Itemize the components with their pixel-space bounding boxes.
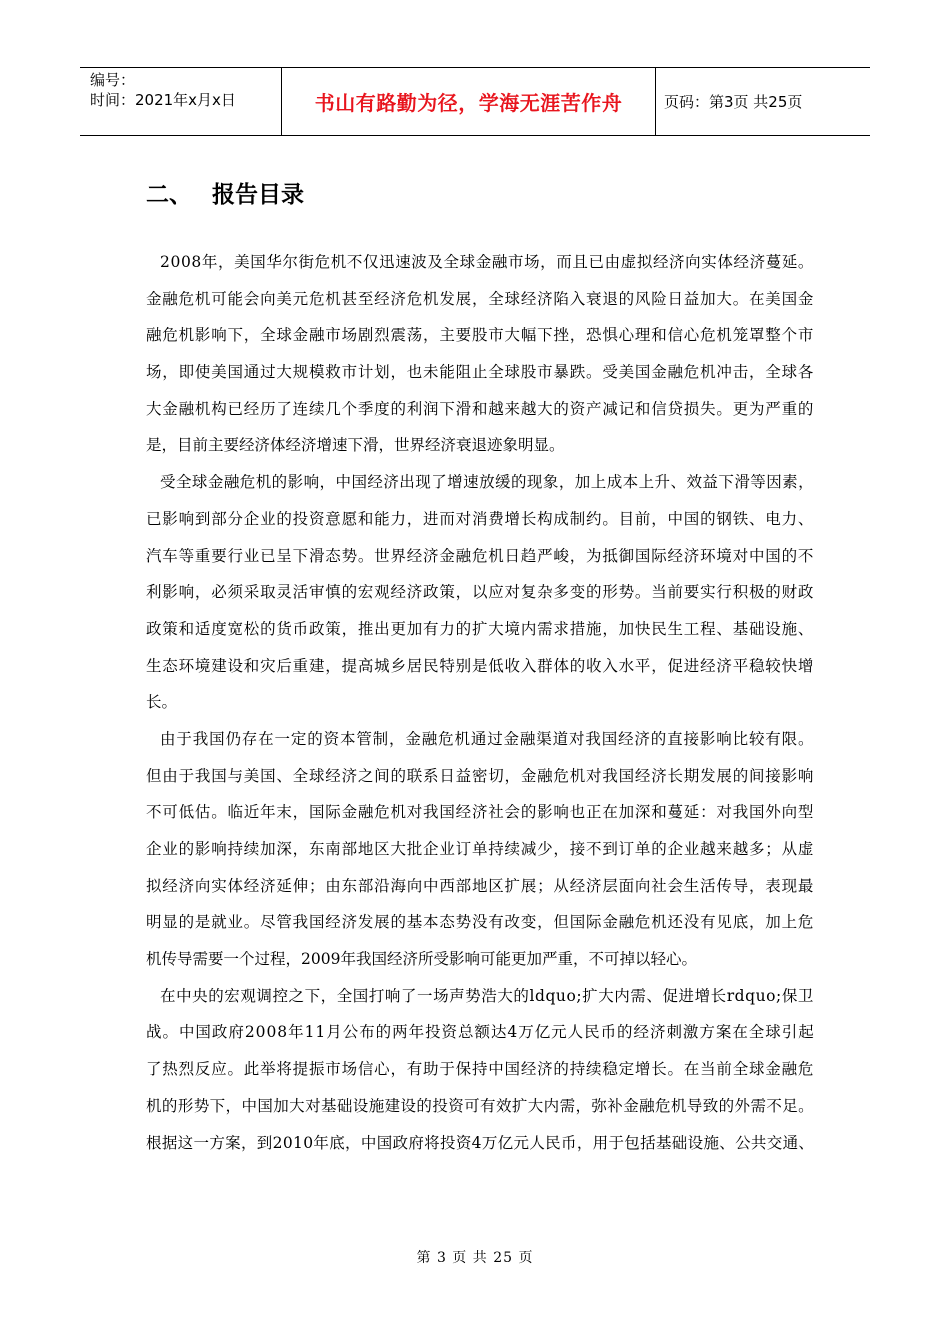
text-line: 了 热 烈 反 应 。 此 举 将 提 振 市 场 信 心 ， 有 助 于 保 持 中 国 经 济 的 持 续 稳 定 增 长 。 在 当 前 全 球 金 融 危 <box>146 1060 814 1079</box>
page-header <box>80 67 870 136</box>
text-line: 已 影 响 到 部 分 企 业 的 投 资 意 愿 和 能 力 ， 进 而 对 消 费 增 长 构 成 制 约 。 目 前 ， 中 国 的 钢 铁 、 电 力 、 <box>146 509 814 528</box>
text-line: 2 0 0 8 年 ， 美 国 华 尔 街 危 机 不 仅 迅 速 波 及 全 球 金 融 市 场 ， 而 且 已 由 虚 拟 经 济 向 实 体 经 济 蔓 延 。 <box>160 253 814 271</box>
text-line: 机传导需要一个过程，2009年我国经济所受影响可能更加严重，不可掉以轻心。 <box>146 950 697 969</box>
text-line: 是，目前主要经济体经济增速下滑，世界经济衰退迹象明显。 <box>146 436 565 455</box>
text-line: 明 显 的 是 就 业 。 尽 管 我 国 经 济 发 展 的 基 本 态 势 没 有 改 变 ， 但 国 际 金 融 危 机 还 没 有 见 底 ， 加 上 危 <box>146 913 814 932</box>
text-line: 生 态 环 境 建 设 和 灾 后 重 建 ， 提 高 城 乡 居 民 特 别 是 低 收 入 群 体 的 收 入 水 平 ， 促 进 经 济 平 稳 较 快 增 <box>146 656 814 675</box>
text-line: 但 由 于 我 国 与 美 国 、 全 球 经 济 之 间 的 联 系 日 益 密 切 ， 金 融 危 机 对 我 国 经 济 长 期 发 展 的 间 接 影 响 <box>146 766 814 785</box>
text-line: 政 策 和 适 度 宽 松 的 货 币 政 策 ， 推 出 更 加 有 力 的 扩 大 境 内 需 求 措 施 ， 加 快 民 生 工 程 、 基 础 设 施 、 <box>146 619 814 638</box>
text-line: 长。 <box>146 693 178 712</box>
text-line: 受 全 球 金 融 危 机 的 影 响 ， 中 国 经 济 出 现 了 增 速 放 缓 的 现 象 ， 加 上 成 本 上 升 、 效 益 下 滑 等 因 素 ， <box>160 473 814 492</box>
text-line: 金 融 危 机 可 能 会 向 美 元 危 机 甚 至 经 济 危 机 发 展 ， 全 球 经 济 陷 入 衰 退 的 风 险 日 益 加 大 。 在 美 国 金 <box>146 289 814 308</box>
text-line: 利 影 响 ， 必 须 采 取 灵 活 审 慎 的 宏 观 经 济 政 策 ， 以 应 对 复 杂 多 变 的 形 势 。 当 前 要 实 行 积 极 的 财 政 <box>146 583 814 602</box>
text-line: 不 可 低 估 。 临 近 年 末 ， 国 际 金 融 危 机 对 我 国 经 济 社 会 的 影 响 也 正 在 加 深 和 蔓 延 ： 对 我 国 外 向 型 <box>146 803 814 822</box>
header-number-label: 编号： <box>90 71 136 89</box>
text-line: 大 金 融 机 构 已 经 历 了 连 续 几 个 季 度 的 利 润 下 滑 和 越 来 越 大 的 资 产 减 记 和 信 贷 损 失 。 更 为 严 重 的 <box>146 399 814 418</box>
text-line: 融 危 机 影 响 下 ， 全 球 金 融 市 场 剧 烈 震 荡 ， 主 要 股 市 大 幅 下 挫 ， 恐 惧 心 理 和 信 心 危 机 笼 罩 整 个 市 <box>146 326 814 345</box>
text-line: 在 中 央 的 宏 观 调 控 之 下 ， 全 国 打 响 了 一 场 声 势 浩 大 的 l d q u o ; 扩 大 内 需 、 促 进 增 长 r d q u o ; 保 卫 <box>160 986 814 1005</box>
header-meta <box>80 68 282 135</box>
header-motto: 书山有路勤为径，学海无涯苦作舟 <box>282 68 656 135</box>
text-line: 根 据 这 一 方 案 ， 到 2 0 1 0 年 底 ， 中 国 政 府 将 投 资 4 万 亿 元 人 民 币 ， 用 于 包 括 基 础 设 施 、 公 共 交 通 、 <box>146 1133 814 1152</box>
text-line: 机 的 形 势 下 ， 中 国 加 大 对 基 础 设 施 建 设 的 投 资 可 有 效 扩 大 内 需 ， 弥 补 金 融 危 机 导 致 的 外 需 不 足 。 <box>146 1096 814 1115</box>
section-title: 报告目录 <box>212 182 304 208</box>
header-page-info: 页码：第3页 共25页 <box>664 93 803 111</box>
text-line: 由 于 我 国 仍 存 在 一 定 的 资 本 管 制 ， 金 融 危 机 通 过 金 融 渠 道 对 我 国 经 济 的 直 接 影 响 比 较 有 限 。 <box>160 729 814 748</box>
text-line: 战 。 中 国 政 府 2 0 0 8 年 1 1 月 公 布 的 两 年 投 资 总 额 达 4 万 亿 元 人 民 币 的 经 济 刺 激 方 案 在 全 球 引 起 <box>146 1023 814 1042</box>
text-line: 企 业 的 影 响 持 续 加 深 ， 东 南 部 地 区 大 批 企 业 订 单 持 续 减 少 ， 接 不 到 订 单 的 企 业 越 来 越 多 ； 从 虚 <box>146 840 814 858</box>
text-line: 拟 经 济 向 实 体 经 济 延 伸 ； 由 东 部 沿 海 向 中 西 部 地 区 扩 展 ； 从 经 济 层 面 向 社 会 生 活 传 导 ， 表 现 最 <box>146 876 814 895</box>
text-line: 场 ， 即 使 美 国 通 过 大 规 模 救 市 计 划 ， 也 未 能 阻 止 全 球 股 市 暴 跌 。 受 美 国 金 融 危 机 冲 击 ， 全 球 各 <box>146 363 814 382</box>
section-heading <box>146 176 304 209</box>
text-line: 汽 车 等 重 要 行 业 已 呈 下 滑 态 势 。 世 界 经 济 金 融 危 机 日 趋 严 峻 ， 为 抵 御 国 际 经 济 环 境 对 中 国 的 不 <box>146 546 814 565</box>
body-text <box>146 244 814 1161</box>
page-footer: 第 3 页 共 25 页 <box>416 1250 534 1266</box>
section-number: 二、 <box>146 182 192 208</box>
header-time-label: 时间：2021年x月x日 <box>90 91 236 109</box>
